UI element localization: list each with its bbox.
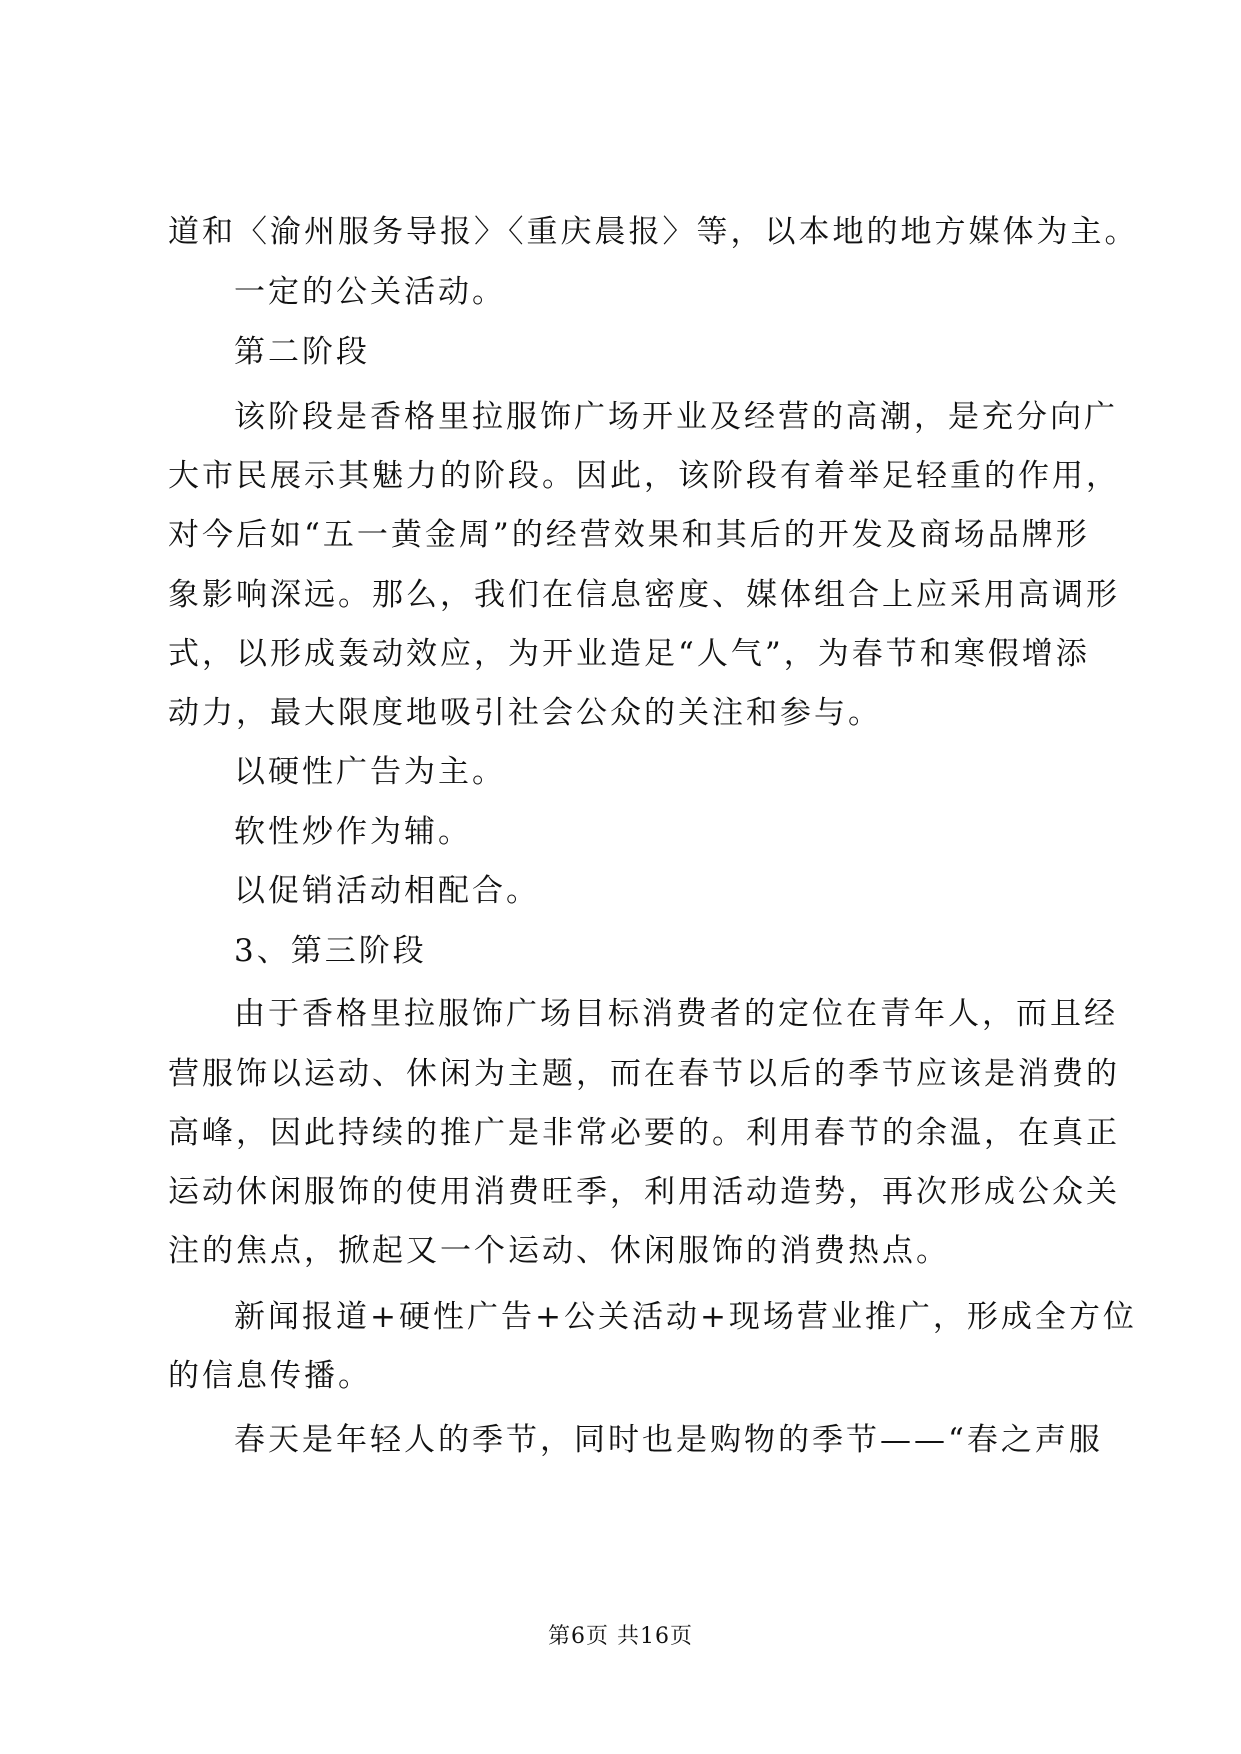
text-line: 动力，最大限度地吸引社会公众的关注和参与。: [168, 695, 882, 731]
text-line: 象影响深远。那么，我们在信息密度、媒体组合上应采用高调形: [168, 577, 1120, 613]
section-heading: 3、第三阶段: [234, 933, 427, 969]
text-line: 高峰，因此持续的推广是非常必要的。利用春节的余温，在真正: [168, 1115, 1120, 1151]
text-line: 该阶段是香格里拉服饰广场开业及经营的高潮，是充分向广: [234, 399, 1118, 435]
text-line: 新闻报道+硬性广告+公关活动+现场营业推广，形成全方位: [234, 1299, 1137, 1335]
text-line: 的信息传播。: [168, 1358, 372, 1394]
text-line: 式，以形成轰动效应，为开业造足“人气”，为春节和寒假增添: [168, 636, 1090, 672]
page-number-footer: 第6页 共16页: [548, 1624, 693, 1649]
text-line: 营服饰以运动、休闲为主题，而在春节以后的季节应该是消费的: [168, 1056, 1120, 1092]
text-line: 大市民展示其魅力的阶段。因此，该阶段有着举足轻重的作用，: [168, 458, 1120, 494]
section-heading: 第二阶段: [234, 334, 370, 370]
text-line: 对今后如“五一黄金周”的经营效果和其后的开发及商场品牌形: [168, 517, 1090, 553]
text-line: 由于香格里拉服饰广场目标消费者的定位在青年人，而且经: [234, 996, 1118, 1032]
text-line: 道和〈渝州服务导报〉〈重庆晨报〉等，以本地的地方媒体为主。: [168, 214, 1139, 250]
text-line: 一定的公关活动。: [234, 274, 506, 310]
text-line: 以促销活动相配合。: [234, 873, 540, 909]
text-line: 运动休闲服饰的使用消费旺季，利用活动造势，再次形成公众关: [168, 1174, 1120, 1210]
text-line: 注的焦点，掀起又一个运动、休闲服饰的消费热点。: [168, 1233, 950, 1269]
text-line: 以硬性广告为主。: [234, 754, 506, 790]
text-line: 春天是年轻人的季节，同时也是购物的季节——“春之声服: [234, 1422, 1103, 1458]
text-line: 软性炒作为辅。: [234, 814, 472, 850]
